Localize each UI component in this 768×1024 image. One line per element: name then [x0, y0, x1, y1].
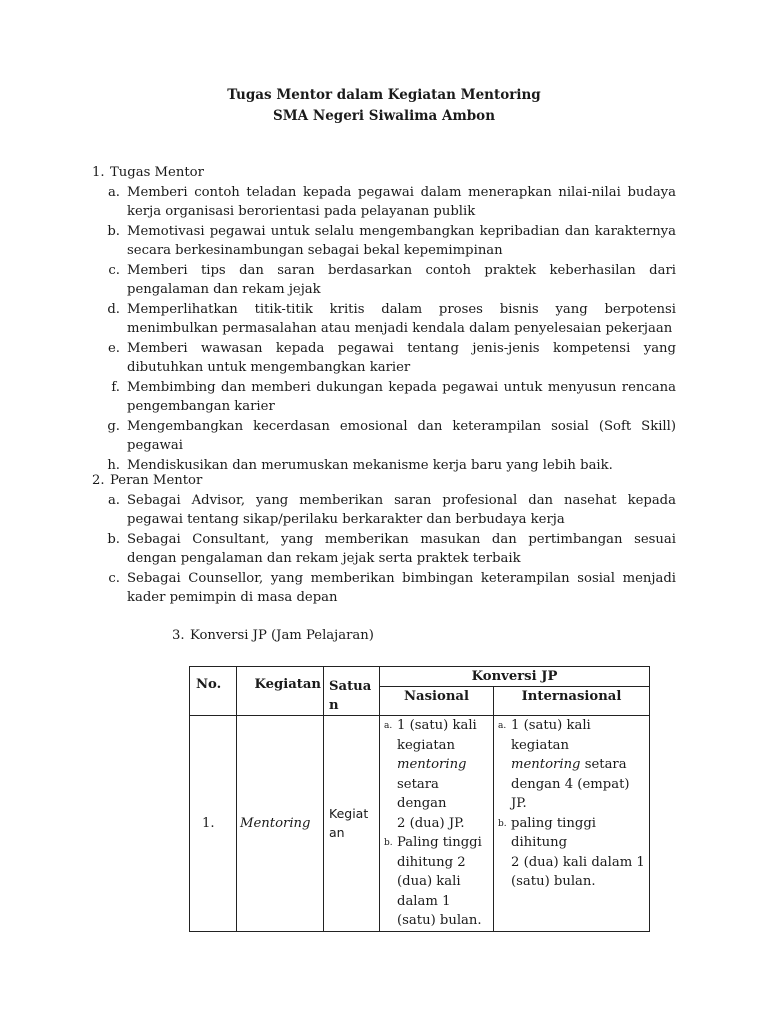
text-line: kegiatan	[397, 737, 455, 753]
text-line: 1 (satu) kali	[397, 718, 477, 733]
text-line	[511, 755, 647, 775]
list-item	[384, 833, 491, 931]
text-line: dalam 1	[397, 893, 451, 909]
cell-satuan	[324, 716, 380, 932]
item-letter: b.	[107, 223, 120, 239]
item-text	[511, 716, 647, 814]
item-text: Memberi wawasan kepada pegawai tentang jenis-jenis kompetensi yang dibutuhkan untuk mengembangkan karier	[127, 340, 676, 375]
item-letter: a.	[107, 184, 120, 200]
item-text: Mendiskusikan dan merumuskan mekanisme kerja baru yang lebih baik.	[127, 457, 613, 473]
item-letter: e.	[108, 340, 120, 356]
list-item	[92, 300, 676, 339]
item-text: Memberi tips dan saran berdasarkan contoh praktek keberhasilan dari pengalaman dan rekam jejak	[127, 262, 676, 297]
cell-satuan-line-2: an	[329, 825, 345, 841]
cell-nasional	[380, 716, 494, 932]
text-line: 2 (dua) kali dalam 1	[511, 854, 645, 870]
section-title: Konversi JP (Jam Pelajaran)	[190, 628, 374, 643]
title-line-1: Tugas Mentor dalam Kegiatan Mentoring	[227, 87, 541, 103]
text-italic: mentoring	[511, 757, 581, 772]
document-title	[0, 85, 768, 127]
table-row	[190, 716, 650, 932]
item-letter: f.	[111, 379, 120, 395]
item-letter: a.	[107, 492, 120, 508]
item-text: Membimbing dan memberi dukungan kepada pegawai untuk menyusun rencana pengembangan karier	[127, 379, 676, 414]
list-item	[384, 716, 491, 833]
list-item	[92, 261, 676, 300]
item-letter: d.	[107, 301, 120, 317]
list-item	[92, 339, 676, 378]
section-heading	[92, 163, 676, 183]
list-item	[92, 569, 676, 608]
list-item	[498, 716, 647, 814]
konversi-table	[189, 666, 650, 932]
header-internasional: Internasional	[494, 687, 650, 716]
section-number: 3.	[172, 628, 185, 643]
section-number: 2.	[92, 473, 105, 488]
item-text	[397, 716, 491, 833]
text-line: mentoring	[397, 757, 467, 772]
text-line: dengan 4 (empat) JP.	[511, 776, 630, 811]
text-line: paling tinggi dihitung	[511, 815, 596, 850]
section-tugas-mentor	[92, 163, 676, 475]
cell-no: 1.	[190, 716, 237, 932]
header-konversi: Konversi JP	[380, 667, 650, 687]
header-nasional: Nasional	[380, 687, 494, 716]
list-item	[92, 378, 676, 417]
list-item	[92, 530, 676, 569]
section-konversi-jp	[172, 626, 374, 646]
header-satuan-line-1: Satua	[329, 679, 372, 694]
list-item	[92, 491, 676, 530]
list-item	[498, 814, 647, 892]
item-text: Mengembangkan kecerdasan emosional dan keterampilan sosial (Soft Skill) pegawai	[127, 418, 676, 453]
cell-satuan-line-1: Kegiat	[329, 806, 369, 822]
cell-kegiatan: Mentoring	[237, 716, 324, 932]
item-text: Sebagai Consultant, yang memberikan masukan dan pertimbangan sesuai dengan pengalaman dan rekam jejak serta praktek terbaik	[127, 531, 676, 566]
item-letter: h.	[107, 457, 120, 473]
cell-internasional	[494, 716, 650, 932]
list-item	[92, 417, 676, 456]
item-letter: b.	[498, 818, 507, 829]
list-item	[92, 183, 676, 222]
item-letter: a.	[384, 721, 393, 731]
item-text: Sebagai Advisor, yang memberikan saran profesional dan nasehat kepada pegawai tentang sikap/perilaku berkarakter dan berbudaya kerja	[127, 492, 676, 527]
item-letter: b.	[107, 531, 120, 547]
item-letter: c.	[108, 570, 120, 586]
text-line: 2 (dua) JP.	[397, 815, 465, 831]
text-line: 1 (satu) kali kegiatan	[511, 718, 591, 753]
header-no: No.	[190, 667, 237, 716]
title-line-2: SMA Negeri Siwalima Ambon	[272, 108, 496, 124]
item-text	[511, 814, 647, 892]
header-satuan-line-2: n	[329, 698, 339, 713]
section-title: Peran Mentor	[110, 473, 203, 488]
header-satuan	[324, 667, 380, 716]
text-line: (satu) bulan.	[397, 913, 482, 928]
text-plain: setara	[580, 757, 627, 772]
text-line: setara dengan	[397, 776, 447, 811]
item-letter: a.	[498, 721, 507, 731]
item-letter: c.	[108, 262, 120, 278]
text-line: (satu) bulan.	[511, 874, 596, 889]
item-text	[397, 833, 491, 931]
header-kegiatan: Kegiatan	[237, 667, 324, 716]
item-text: Memberi contoh teladan kepada pegawai dalam menerapkan nilai-nilai budaya kerja organisasi berorientasi pada pelayanan publik	[127, 184, 676, 219]
item-letter: b.	[384, 838, 393, 848]
list-item	[92, 222, 676, 261]
section-heading	[92, 471, 676, 491]
section-title: Tugas Mentor	[110, 165, 204, 180]
item-text: Memotivasi pegawai untuk selalu mengembangkan kepribadian dan karakternya secara berkesinambungan sebagai bekal kepemimpinan	[127, 223, 676, 258]
item-text: Memperlihatkan titik-titik kritis dalam proses bisnis yang berpotensi menimbulkan permasalahan atau menjadi kendala dalam penyelesaian pekerjaan	[127, 301, 676, 336]
text-line: Paling tinggi	[397, 835, 482, 850]
item-letter: g.	[107, 418, 120, 434]
text-line: dihitung 2	[397, 854, 466, 870]
list	[92, 491, 676, 608]
list	[92, 183, 676, 476]
text-line: (dua) kali	[397, 874, 461, 889]
section-number: 1.	[92, 165, 105, 180]
table-header-row	[190, 667, 650, 687]
item-text: Sebagai Counsellor, yang memberikan bimbingan keterampilan sosial menjadi kader pemimpin di masa depan	[127, 570, 676, 605]
section-peran-mentor	[92, 471, 676, 608]
